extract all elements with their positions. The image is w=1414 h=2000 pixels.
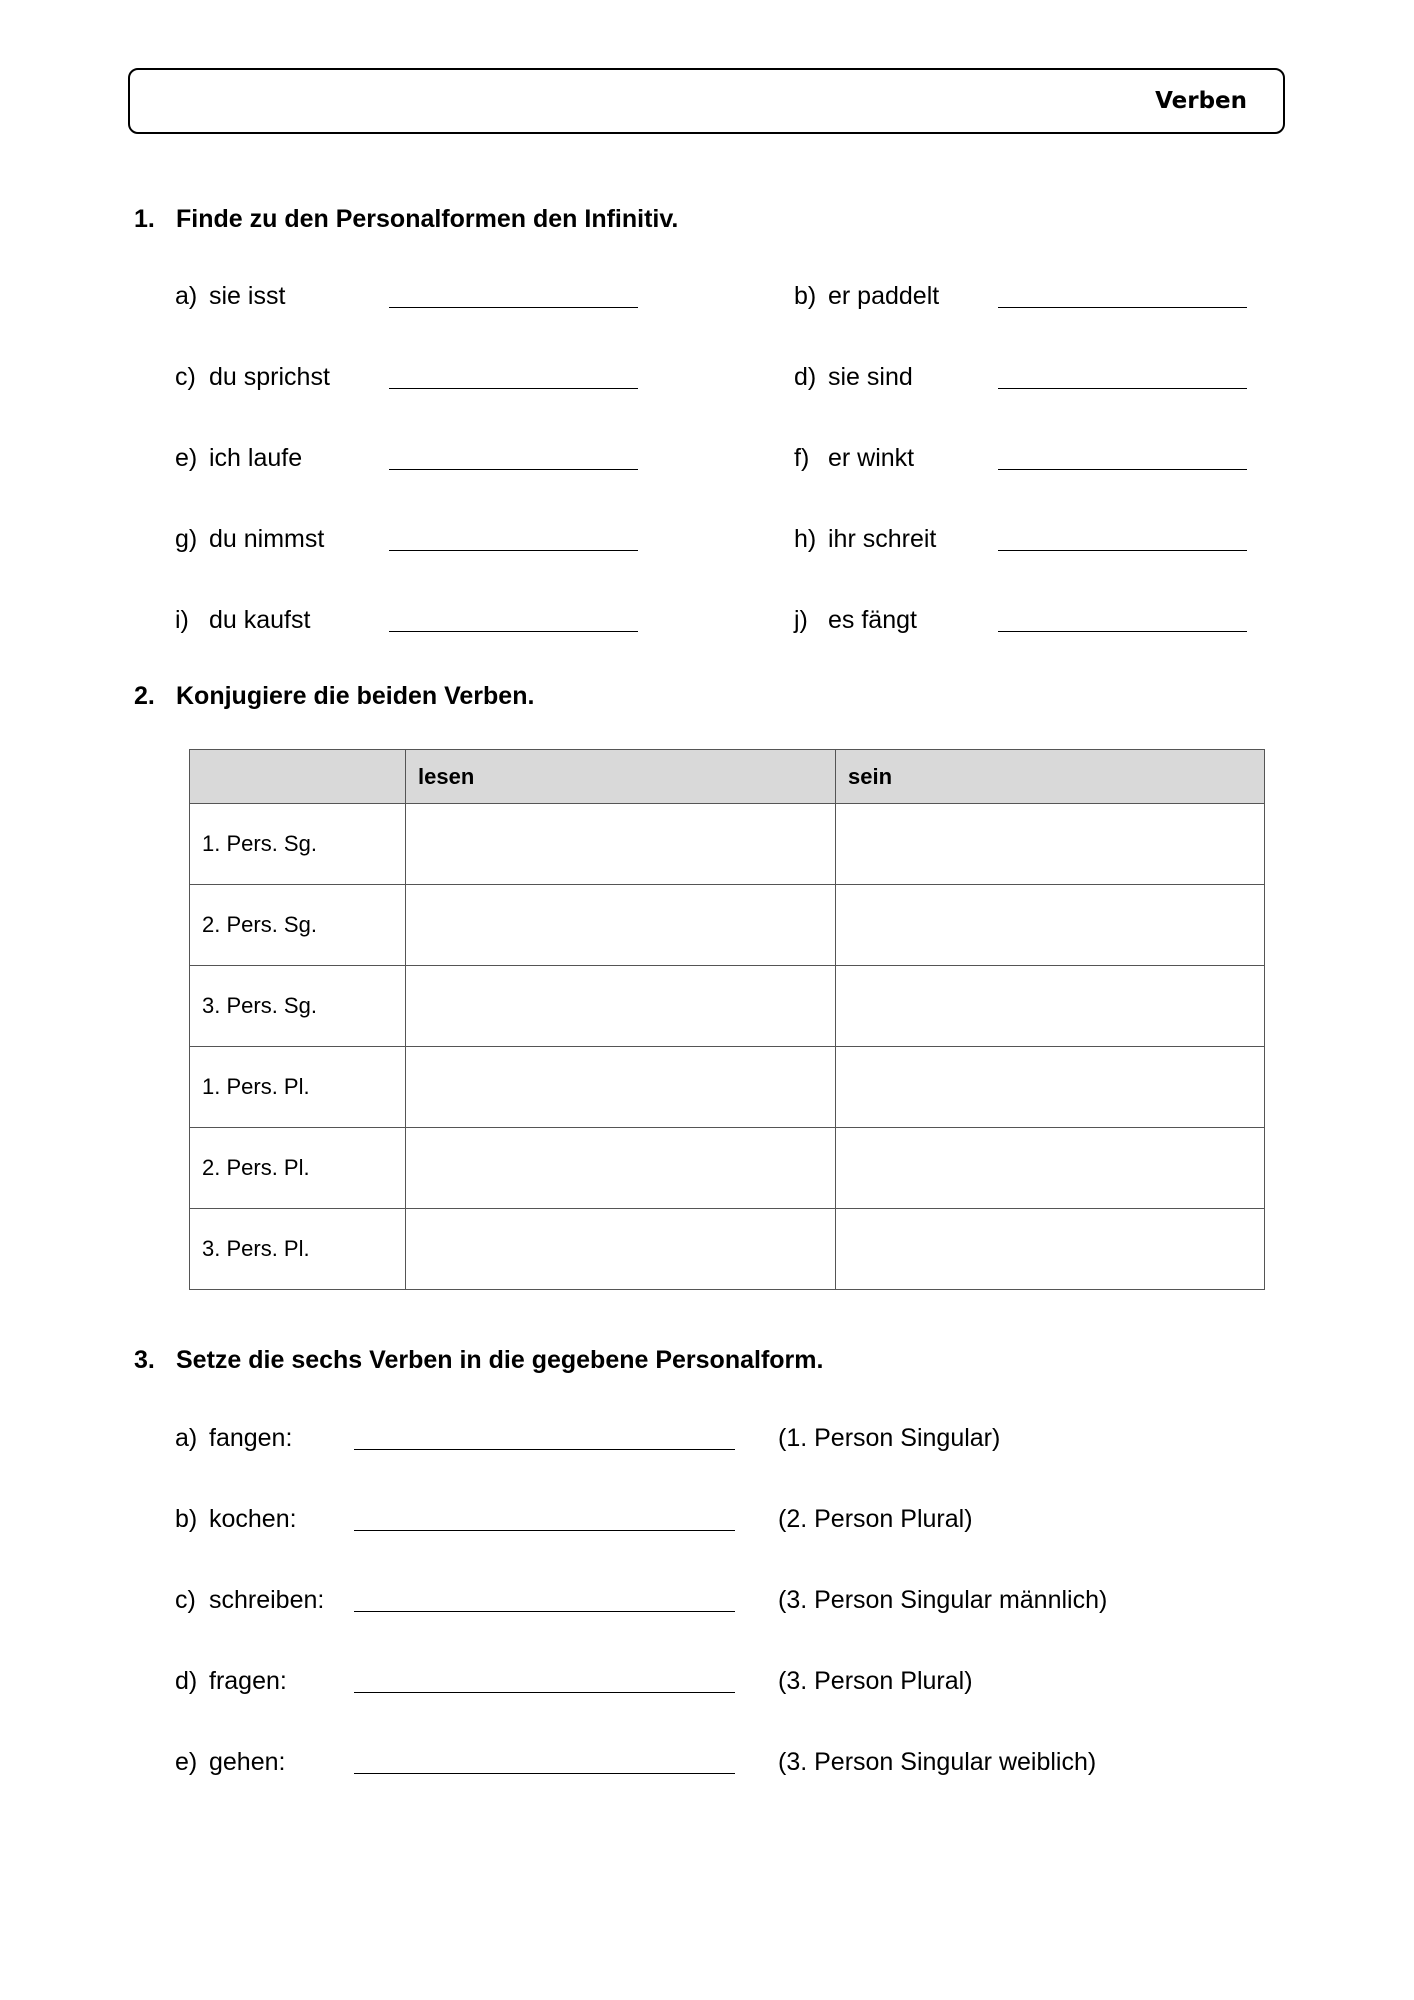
task2-title: Konjugiere die beiden Verben. [176, 682, 535, 710]
task2-number: 2. [134, 682, 155, 710]
answer-line[interactable] [354, 1530, 735, 1531]
answer-cell[interactable] [406, 1128, 836, 1209]
task3-heading [134, 1346, 823, 1375]
task1-title: Finde zu den Personalformen den Infinitiv. [176, 205, 679, 233]
task1-item-h: h) ihr schreit [794, 525, 937, 553]
table-row [190, 804, 1265, 885]
answer-line[interactable] [354, 1692, 735, 1693]
task3-hint-d: (3. Person Plural) [778, 1667, 973, 1695]
task1-item-c: c) du sprichst [175, 363, 330, 391]
row-label: 3. Pers. Sg. [190, 966, 406, 1047]
table-header-sein: sein [836, 750, 1265, 804]
task3-hint-b: (2. Person Plural) [778, 1505, 973, 1533]
task1-item-f: f) er winkt [794, 444, 915, 472]
table-header-row [190, 750, 1265, 804]
answer-cell[interactable] [406, 966, 836, 1047]
task3-item-c: c) schreiben: [175, 1586, 325, 1614]
answer-cell[interactable] [406, 1209, 836, 1290]
task3-hint-c: (3. Person Singular männlich) [778, 1586, 1108, 1614]
answer-line[interactable] [998, 307, 1247, 308]
answer-line[interactable] [354, 1611, 735, 1612]
answer-line[interactable] [389, 631, 638, 632]
answer-cell[interactable] [836, 1209, 1265, 1290]
answer-cell[interactable] [406, 1047, 836, 1128]
table-row [190, 1209, 1265, 1290]
answer-line[interactable] [998, 550, 1247, 551]
answer-line[interactable] [389, 307, 638, 308]
task3-number: 3. [134, 1346, 155, 1374]
answer-line[interactable] [389, 388, 638, 389]
row-label: 1. Pers. Pl. [190, 1047, 406, 1128]
table-row [190, 885, 1265, 966]
task2-heading [134, 682, 534, 711]
task1-item-e: e) ich laufe [175, 444, 303, 472]
row-label: 3. Pers. Pl. [190, 1209, 406, 1290]
answer-line[interactable] [998, 469, 1247, 470]
table-row [190, 1128, 1265, 1209]
task3-item-e: e) gehen: [175, 1748, 286, 1776]
task3-item-b: b) kochen: [175, 1505, 297, 1533]
task1-item-d: d) sie sind [794, 363, 913, 391]
table-header-lesen: lesen [406, 750, 836, 804]
conjugation-table [189, 749, 1265, 1290]
task1-item-j: j) es fängt [794, 606, 917, 634]
table-row [190, 966, 1265, 1047]
task3-title: Setze die sechs Verben in die gegebene Personalform. [176, 1346, 824, 1374]
table-row [190, 1047, 1265, 1128]
answer-cell[interactable] [836, 1047, 1265, 1128]
task1-item-a: a) sie isst [175, 282, 286, 310]
task3-item-a: a) fangen: [175, 1424, 293, 1452]
task3-hint-e: (3. Person Singular weiblich) [778, 1748, 1097, 1776]
table-header-corner [190, 750, 406, 804]
row-label: 2. Pers. Pl. [190, 1128, 406, 1209]
row-label: 2. Pers. Sg. [190, 885, 406, 966]
header-box [128, 68, 1285, 134]
task1-item-b: b) er paddelt [794, 282, 940, 310]
answer-cell[interactable] [406, 804, 836, 885]
answer-line[interactable] [389, 469, 638, 470]
task1-item-i: i) du kaufst [175, 606, 311, 634]
answer-cell[interactable] [836, 804, 1265, 885]
answer-line[interactable] [354, 1773, 735, 1774]
task1-item-g: g) du nimmst [175, 525, 325, 553]
answer-cell[interactable] [836, 1128, 1265, 1209]
answer-line[interactable] [998, 388, 1247, 389]
worksheet-title: Verben [1155, 88, 1247, 114]
task3-hint-a: (1. Person Singular) [778, 1424, 1001, 1452]
row-label: 1. Pers. Sg. [190, 804, 406, 885]
task1-heading [134, 205, 678, 234]
task1-number: 1. [134, 205, 155, 233]
answer-line[interactable] [389, 550, 638, 551]
task3-item-d: d) fragen: [175, 1667, 287, 1695]
answer-cell[interactable] [406, 885, 836, 966]
answer-line[interactable] [998, 631, 1247, 632]
answer-line[interactable] [354, 1449, 735, 1450]
answer-cell[interactable] [836, 885, 1265, 966]
answer-cell[interactable] [836, 966, 1265, 1047]
